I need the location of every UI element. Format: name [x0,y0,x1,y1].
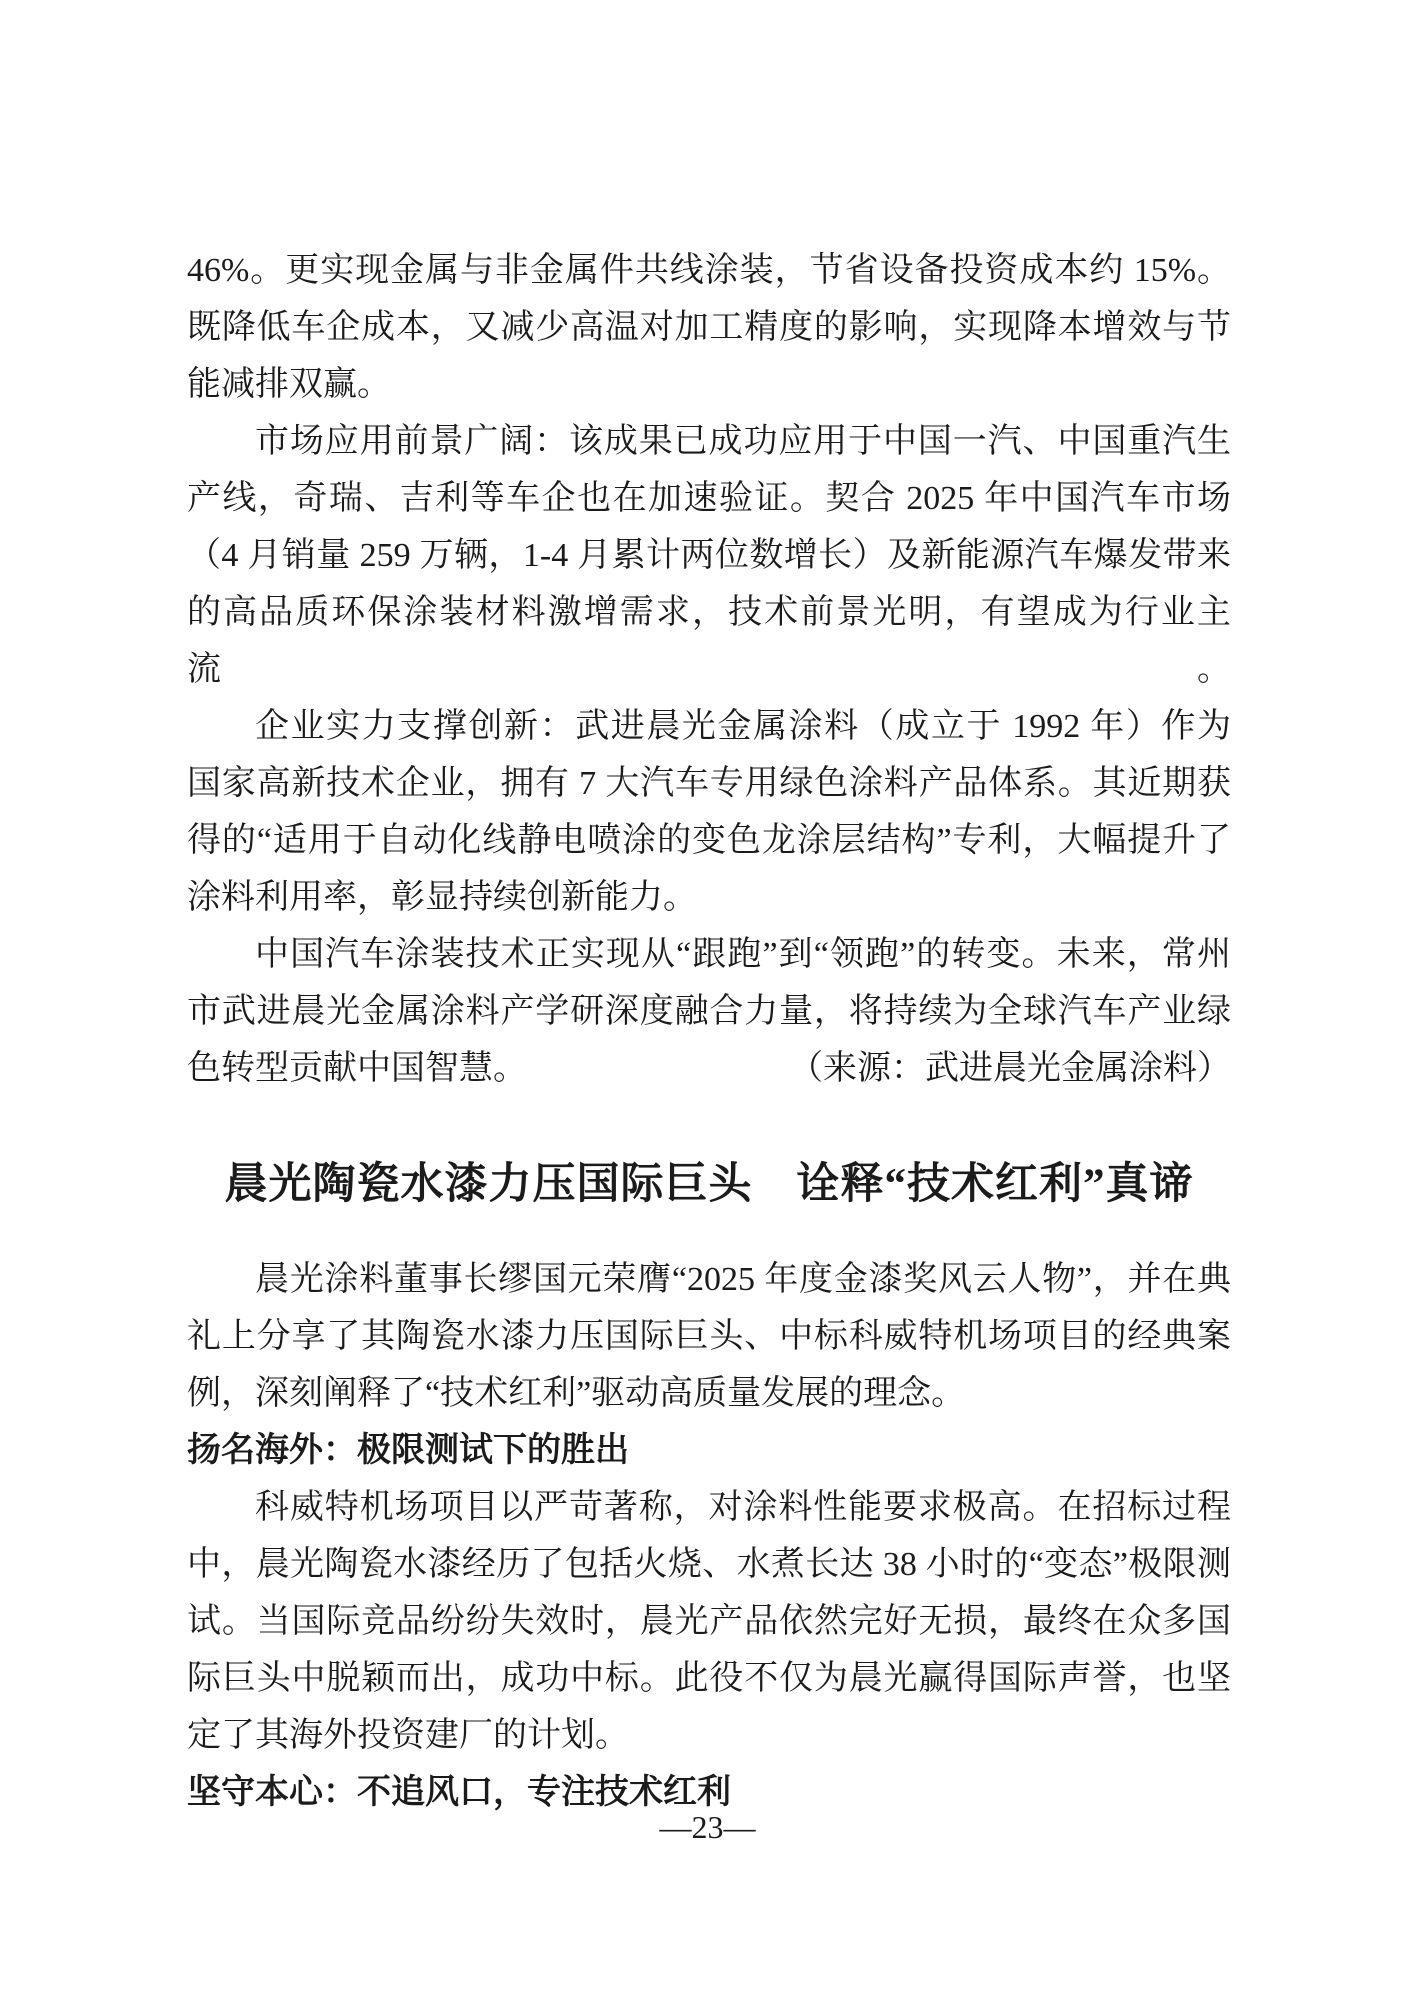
text-line: 涂料利用率，彰显持续创新能力。 [187,879,697,916]
subsection-heading: 坚守本心：不追风口，专注技术红利 [187,1774,731,1811]
text-line: 中国汽车涂装技术正实现从“跟跑”到“领跑”的转变。未来，常州 [255,936,1231,973]
text-line: 礼上分享了其陶瓷水漆力压国际巨头、中标科威特机场项目的经典案 [187,1318,1231,1355]
text-line: 46%。更实现金属与非金属件共线涂装，节省设备投资成本约 15%。 [187,252,1231,289]
document-body [187,242,1231,1821]
text-line: 产线，奇瑞、吉利等车企也在加速验证。契合 2025 年中国汽车市场 [187,480,1231,517]
paragraph [187,413,1231,698]
text-line: 晨光涂料董事长缪国元荣膺“2025 年度金漆奖风云人物”，并在典 [255,1261,1231,1298]
text-line: 市场应用前景广阔：该成果已成功应用于中国一汽、中国重汽生 [255,423,1231,460]
text-line: （4 月销量 259 万辆，1-4 月累计两位数增长）及新能源汽车爆发带来 [187,537,1231,574]
text-line: 科威特机场项目以严苛著称，对涂料性能要求极高。在招标过程 [255,1489,1231,1526]
text-line: 的高品质环保涂装材料激增需求，技术前景光明，有望成为行业主流。 [187,594,1231,688]
paragraph [187,242,1231,413]
paragraph-closing-text: 色转型贡献中国智慧。 [187,1050,527,1087]
page-number: —23— [659,1809,756,1845]
text-line: 国家高新技术企业，拥有 7 大汽车专用绿色涂料产品体系。其近期获 [187,765,1231,802]
text-line: 能减排双赢。 [187,366,391,403]
text-line: 定了其海外投资建厂的计划。 [187,1717,629,1754]
subsection-heading: 扬名海外：极限测试下的胜出 [187,1432,629,1469]
text-line: 市武进晨光金属涂料产学研深度融合力量，将持续为全球汽车产业绿 [187,993,1231,1030]
paragraph [187,1479,1231,1764]
source-attribution: （来源：武进晨光金属涂料） [789,1050,1231,1087]
paragraph [187,1251,1231,1422]
text-line: 中，晨光陶瓷水漆经历了包括火烧、水煮长达 38 小时的“变态”极限测 [187,1546,1231,1583]
text-line: 际巨头中脱颖而出，成功中标。此役不仅为晨光赢得国际声誉，也坚 [187,1660,1231,1697]
text-line [187,1040,1231,1097]
text-line: 得的“适用于自动化线静电喷涂的变色龙涂层结构”专利，大幅提升了 [187,822,1231,859]
article-title: 晨光陶瓷水漆力压国际巨头 诠释“技术红利”真谛 [224,1161,1194,1208]
text-line: 企业实力支撑创新：武进晨光金属涂料（成立于 1992 年）作为 [255,708,1231,745]
text-line: 试。当国际竞品纷纷失效时，晨光产品依然完好无损，最终在众多国 [187,1603,1231,1640]
paragraph [187,698,1231,926]
text-line: 例，深刻阐释了“技术红利”驱动高质量发展的理念。 [187,1375,966,1412]
text-line: 既降低车企成本，又减少高温对加工精度的影响，实现降本增效与节 [187,309,1231,346]
paragraph [187,926,1231,1097]
